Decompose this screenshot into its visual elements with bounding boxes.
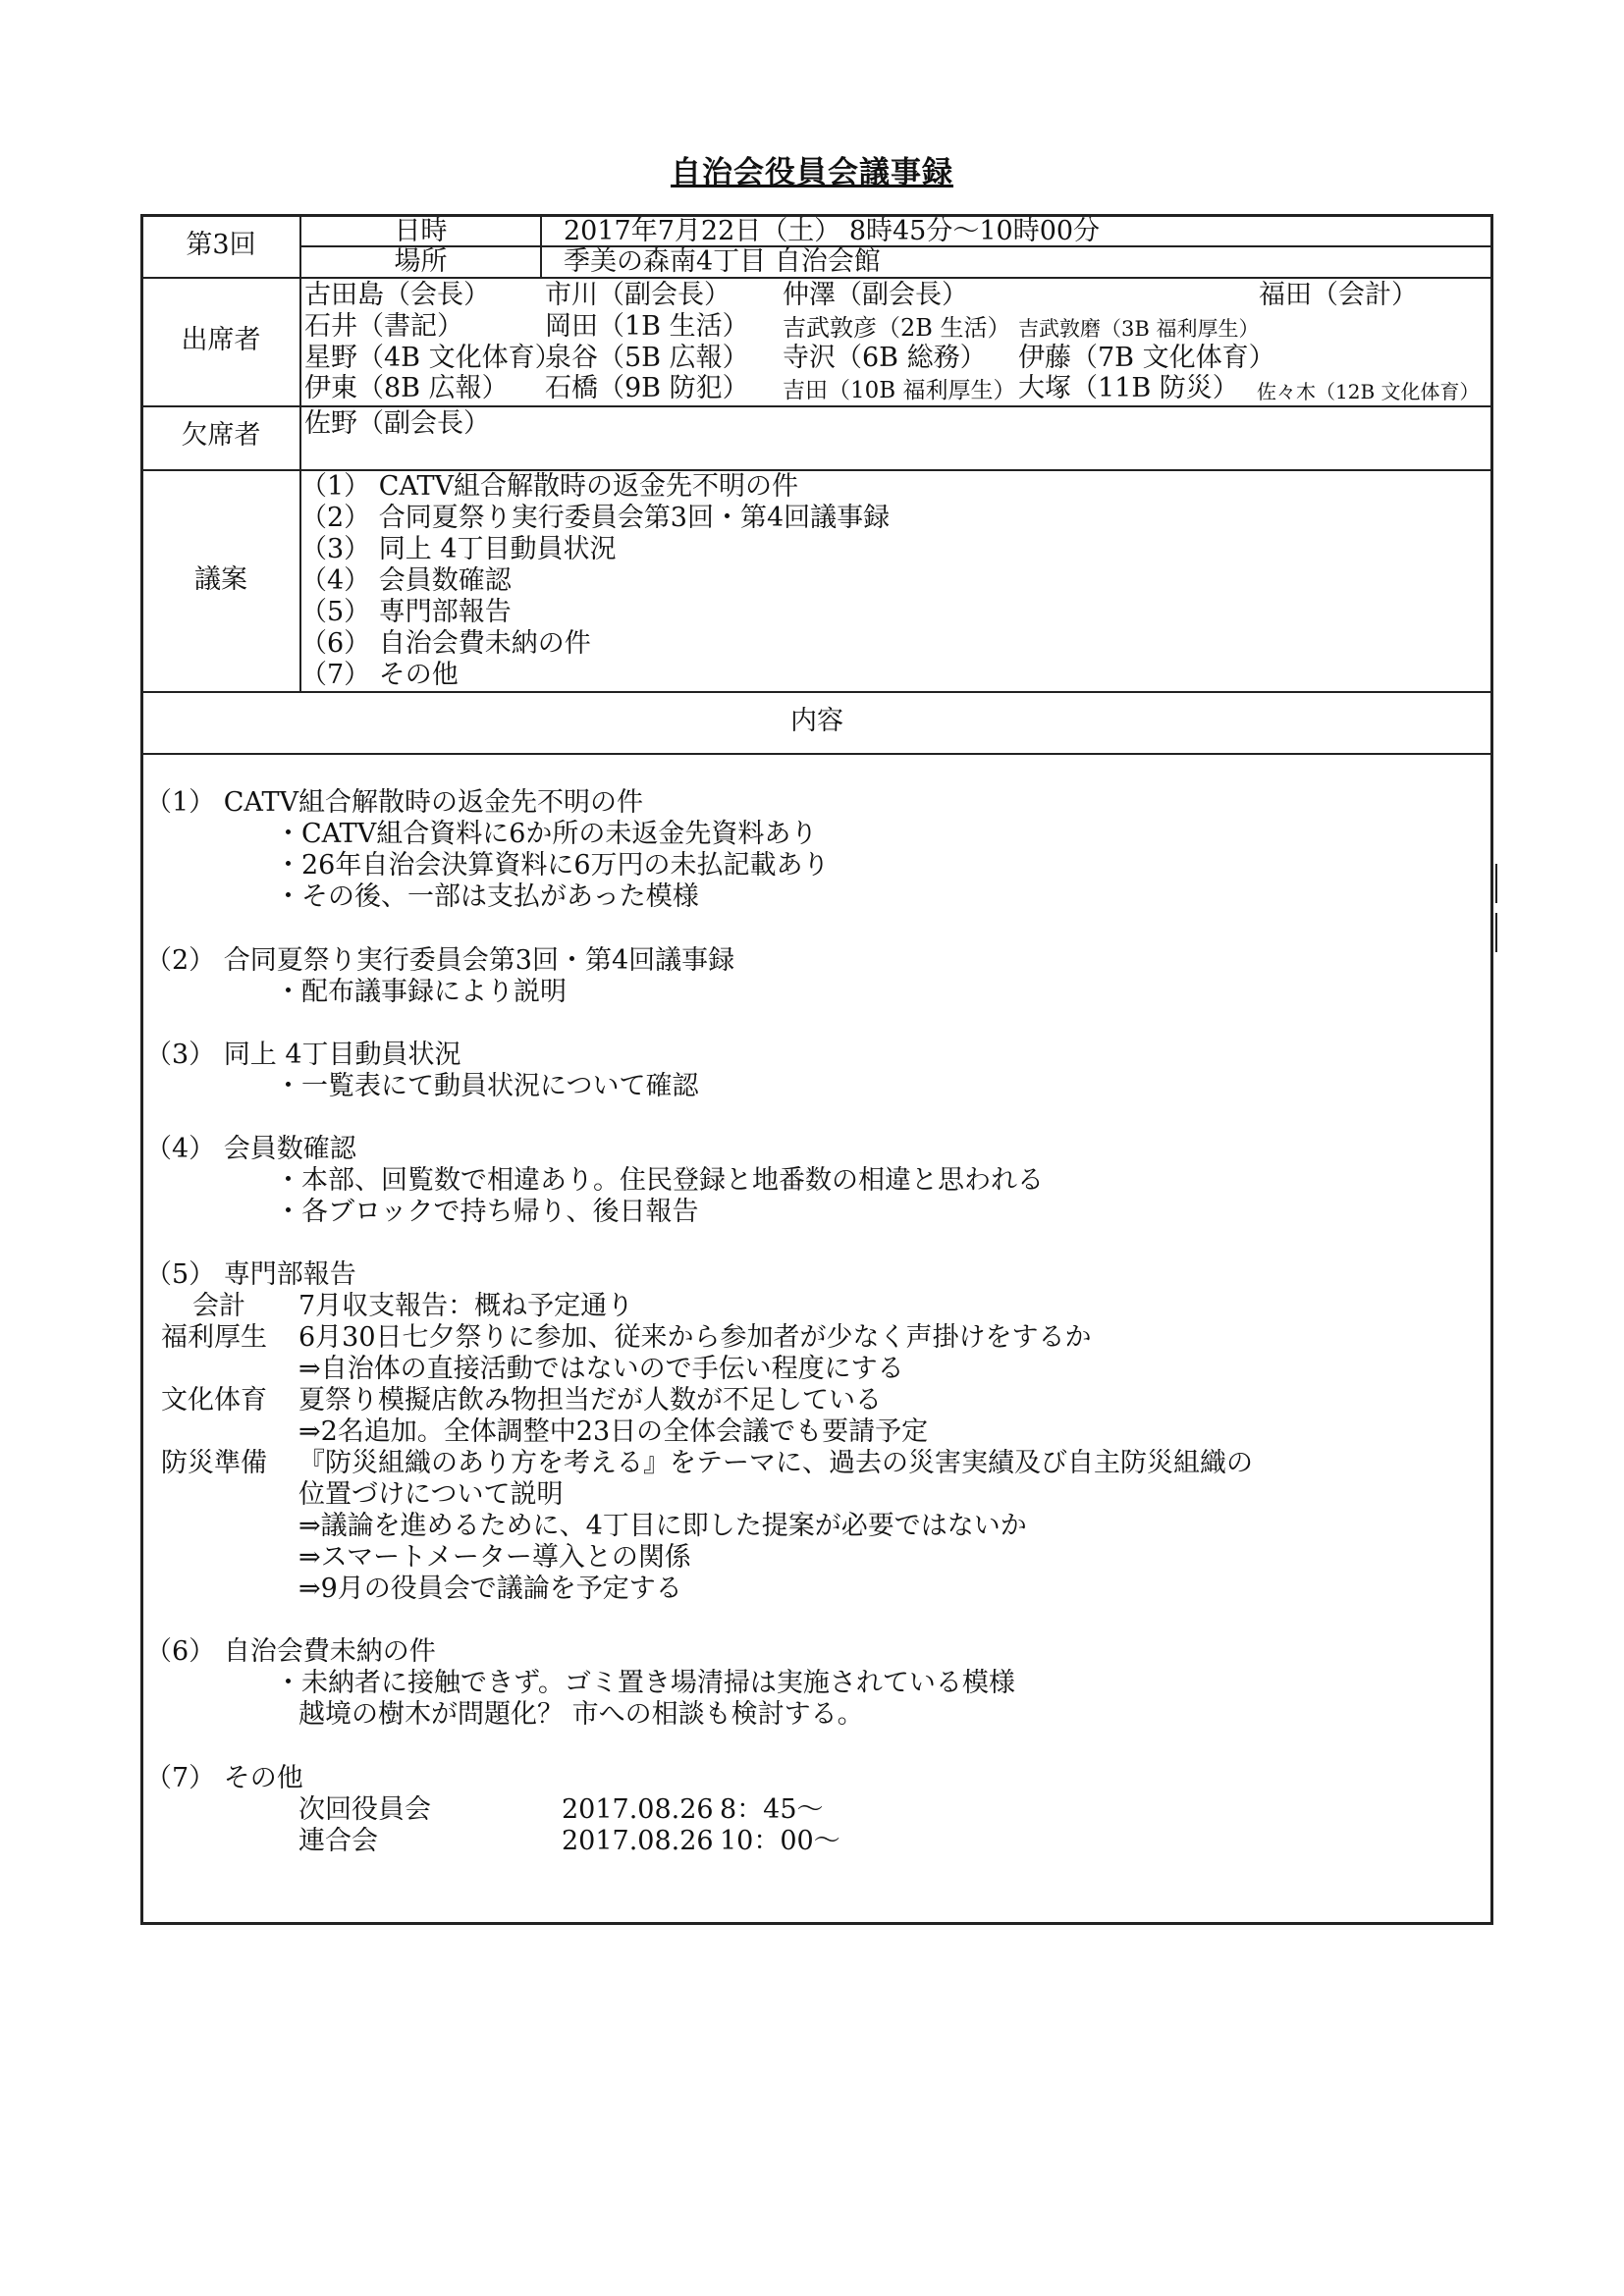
margin-mark [1495, 864, 1497, 903]
section-title: （6） 自治会費未納の件 [145, 1636, 436, 1667]
attendees-label: 出席者 [181, 325, 261, 355]
row-divider [140, 753, 1493, 755]
margin-mark [1495, 913, 1497, 952]
report-text: 位置づけについて説明 [298, 1479, 564, 1510]
bullet-item: ・未納者に接触できず。ゴミ置き場清掃は実施されている模様 [275, 1668, 1015, 1698]
schedule-time: 10：00～ [720, 1826, 840, 1856]
agenda-item: （7） その他 [300, 660, 459, 690]
report-text: ⇒9月の役員会で議論を予定する [298, 1574, 682, 1604]
report-text: ⇒議論を進めるために、4丁目に即した提案が必要ではないか [298, 1511, 1027, 1541]
bullet-item: ・その後、一部は支払があった模様 [275, 881, 699, 912]
section-title: （3） 同上 4丁目動員状況 [145, 1040, 461, 1070]
attendee: 佐々木（12B 文化体育） [1257, 380, 1480, 403]
date-label: 日時 [394, 216, 448, 246]
schedule-label: 次回役員会 [298, 1794, 431, 1825]
attendee: 吉武敦彦（2B 生活） [783, 314, 1011, 342]
attendee: 吉田（10B 福利厚生） [783, 378, 1016, 403]
agenda-item: （1） CATV組合解散時の返金先不明の件 [300, 471, 798, 502]
attendee: 福田（会計） [1259, 280, 1418, 310]
attendee: 星野（4B 文化体育） [304, 343, 562, 373]
section-title: （4） 会員数確認 [145, 1134, 356, 1164]
report-label: 文化体育 [161, 1385, 267, 1415]
section-title: （5） 専門部報告 [145, 1259, 356, 1290]
agenda-item: （4） 会員数確認 [300, 565, 512, 596]
meeting-round: 第3回 [186, 230, 256, 260]
place-value: 季美の森南4丁目 自治会館 [564, 246, 881, 277]
column-divider [540, 214, 542, 277]
agenda-item: （5） 専門部報告 [300, 597, 512, 627]
agenda-item: （3） 同上 4丁目動員状況 [300, 534, 617, 564]
attendee: 寺沢（6B 総務） [783, 343, 987, 373]
attendee: 古田島（会長） [304, 280, 490, 310]
attendee: 伊藤（7B 文化体育） [1018, 343, 1275, 373]
attendee: 伊東（8B 広報） [304, 373, 509, 403]
schedule-date: 2017.08.26 [562, 1794, 714, 1825]
date-value: 2017年7月22日（土） 8時45分～10時00分 [564, 216, 1101, 246]
report-text: 6月30日七夕祭りに参加、従来から参加者が少なく声掛けをするか [298, 1322, 1092, 1353]
report-text: 夏祭り模擬店飲み物担当だが人数が不足している [298, 1385, 882, 1415]
report-label: 福利厚生 [161, 1322, 267, 1353]
bullet-item: ・一覧表にて動員状況について確認 [275, 1071, 699, 1101]
attendee: 大塚（11B 防災） [1018, 373, 1239, 403]
bullet-item: ・配布議事録により説明 [275, 977, 567, 1007]
schedule-time: 8：45～ [720, 1794, 824, 1825]
agenda-label: 議案 [194, 564, 247, 595]
bullet-item: ・26年自治会決算資料に6万円の未払記載あり [275, 850, 830, 881]
attendee: 石井（書記） [304, 311, 463, 342]
attendee: 市川（副会長） [545, 280, 731, 310]
report-label: 防災準備 [161, 1448, 267, 1478]
absentees-value: 佐野（副会長） [304, 408, 490, 439]
agenda-item: （2） 合同夏祭り実行委員会第3回・第4回議事録 [300, 503, 891, 533]
bullet-item: 越境の樹木が問題化？ 市への相談も検討する。 [298, 1699, 864, 1730]
document-title: 自治会役員会議事録 [671, 155, 953, 190]
report-text: ⇒2名追加。全体調整中23日の全体会議でも要請予定 [298, 1416, 929, 1447]
schedule-label: 連合会 [298, 1826, 378, 1856]
bullet-item: ・本部、回覧数で相違あり。住民登録と地番数の相違と思われる [275, 1165, 1044, 1196]
report-text: 『防災組織のあり方を考える』をテーマに、過去の災害実績及び自主防災組織の [298, 1448, 1253, 1478]
bullet-item: ・CATV組合資料に6か所の未返金先資料あり [275, 819, 818, 849]
attendee: 仲澤（副会長） [783, 280, 968, 310]
section-title: （1） CATV組合解散時の返金先不明の件 [145, 787, 643, 818]
schedule-date: 2017.08.26 [562, 1826, 714, 1856]
section-title: （2） 合同夏祭り実行委員会第3回・第4回議事録 [145, 945, 735, 976]
attendee: 吉武敦磨（3B 福利厚生） [1018, 317, 1260, 341]
agenda-item: （6） 自治会費未納の件 [300, 628, 591, 659]
bullet-item: ・各ブロックで持ち帰り、後日報告 [275, 1197, 699, 1227]
content-label: 内容 [790, 706, 843, 736]
place-label: 場所 [394, 246, 448, 277]
report-text: ⇒スマートメーター導入との関係 [298, 1542, 691, 1573]
section-title: （7） その他 [145, 1763, 303, 1793]
absentees-label: 欠席者 [181, 420, 261, 451]
report-text: 7月収支報告：概ね予定通り [298, 1291, 634, 1321]
report-text: ⇒自治体の直接活動ではないので手伝い程度にする [298, 1354, 904, 1384]
report-label: 会計 [192, 1291, 245, 1321]
attendee: 石橋（9B 防犯） [545, 373, 749, 403]
row-divider [140, 691, 1493, 693]
attendee: 岡田（1B 生活） [545, 311, 749, 342]
attendee: 泉谷（5B 広報） [545, 343, 749, 373]
